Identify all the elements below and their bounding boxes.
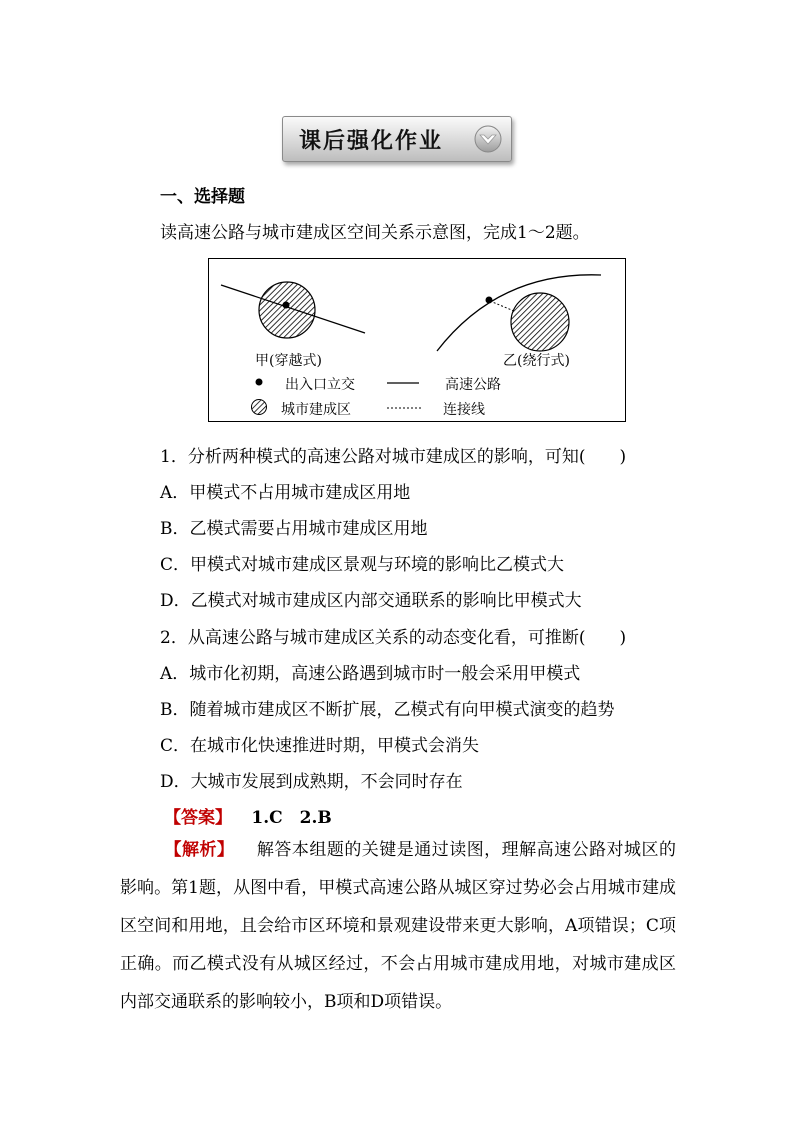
title-banner xyxy=(282,116,512,162)
legend-builtup-symbol xyxy=(252,400,267,415)
section-title: 一、选择题 xyxy=(160,187,245,207)
legend-connector-label: 连接线 xyxy=(443,402,485,418)
intro-text: 读高速公路与城市建成区空间关系示意图，完成1～2题。 xyxy=(160,223,590,243)
legend-builtup-label: 城市建成区 xyxy=(281,402,351,418)
question-1-close: ) xyxy=(619,447,627,467)
diagram-graphic xyxy=(209,259,627,423)
q1-option-d: D．乙模式对城市建成区内部交通联系的影响比甲模式大 xyxy=(160,591,582,611)
q2-option-c: C．在城市化快速推进时期，甲模式会消失 xyxy=(160,736,480,756)
builtup-area-yi xyxy=(511,293,569,351)
question-2-stem xyxy=(160,623,626,648)
q2-option-a: A．城市化初期，高速公路遇到城市时一般会采用甲模式 xyxy=(160,664,581,684)
connector-yi xyxy=(490,301,514,311)
jia-label: 甲(穿越式) xyxy=(255,353,322,369)
legend-highway-label: 高速公路 xyxy=(445,377,501,393)
answer-line xyxy=(164,803,332,828)
legend-interchange-label: 出入口立交 xyxy=(285,377,355,393)
question-2-text: 2．从高速公路与城市建成区关系的动态变化看，可推断( xyxy=(160,628,586,648)
analysis-text: 解答本组题的关键是通过读图，理解高速公路对城区的影响。第1题，从图中看，甲模式高速公路从城区穿过势必会占用城市建成区空间和用地，且会给市区环境和景观建设带来更大影响，A项错误；C项正确。而乙模式没有从城区经过，不会占用城市建成用地，对城市建成区内部交通联系的影响较小，B项和D项错误。 xyxy=(120,840,677,1012)
legend-interchange-symbol xyxy=(256,379,263,386)
question-2-close: ) xyxy=(619,628,627,648)
q2-option-b: B．随着城市建成区不断扩展，乙模式有向甲模式演变的趋势 xyxy=(160,700,615,720)
builtup-area-jia xyxy=(259,282,315,338)
answer-tag: 【答案】 xyxy=(164,808,232,828)
answer-text: 1.C 2.B xyxy=(251,808,332,828)
yi-label: 乙(绕行式) xyxy=(503,353,570,369)
q1-option-c: C．甲模式对城市建成区景观与环境的影响比乙模式大 xyxy=(160,555,565,575)
q1-option-b: B．乙模式需要占用城市建成区用地 xyxy=(160,519,428,539)
interchange-yi xyxy=(486,297,493,304)
q2-option-d: D．大城市发展到成熟期，不会同时存在 xyxy=(160,772,463,792)
analysis-tag: 【解析】 xyxy=(164,840,235,860)
analysis-paragraph xyxy=(120,831,676,1021)
chevron-down-icon xyxy=(473,124,503,154)
q1-option-a: A．甲模式不占用城市建成区用地 xyxy=(160,483,411,503)
highway-diagram xyxy=(208,258,626,422)
question-1-text: 1．分析两种模式的高速公路对城市建成区的影响，可知( xyxy=(160,447,586,467)
interchange-jia xyxy=(283,302,290,309)
banner-title: 课后强化作业 xyxy=(299,128,444,154)
question-1-stem xyxy=(160,442,626,467)
